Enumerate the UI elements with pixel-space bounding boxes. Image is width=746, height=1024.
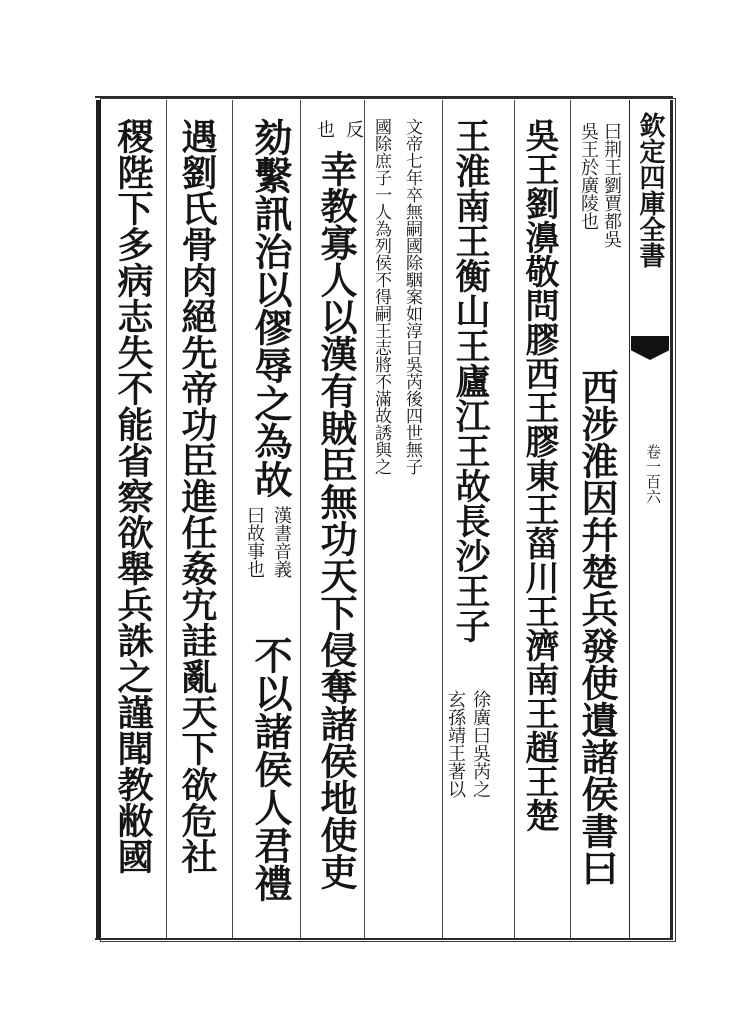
column-1-note-line-2: 吳王於廣陵也 [578, 122, 599, 230]
column-1-note-line-1: 曰荆王劉賈都吳 [601, 122, 622, 248]
column-rule [364, 100, 365, 938]
column-rule [442, 100, 443, 938]
column-3-note-line-2: 玄孫靖王著以 [445, 690, 466, 798]
column-rule [166, 100, 167, 938]
border-bottom [95, 938, 673, 940]
column-1-main-text: 西涉淮因幷楚兵發使遺諸侯書曰 [575, 368, 619, 886]
column-6-note-line-2: 曰故事也 [244, 506, 265, 578]
column-5-note-line-1: 反 [343, 120, 364, 138]
border-left [96, 100, 101, 938]
column-2-main-text: 吳王劉濞敬問膠西王膠東王菑川王濟南王趙王楚 [519, 118, 559, 832]
column-6-main-text-2: 不以諸侯人君禮 [248, 636, 293, 902]
column-rule [300, 100, 301, 938]
column-3-note-line-1: 徐廣曰吳芮之 [470, 690, 491, 798]
column-rule [570, 100, 571, 938]
column-5-main-text: 幸教寡人以漢有賊臣無功天下侵奪諸侯地使吏 [314, 150, 358, 890]
column-8-main-text: 稷陛下多病志失不能省察欲舉兵誅之謹聞教敝國 [112, 118, 154, 874]
fold-volume: 卷一百六 [644, 444, 662, 504]
column-3-main-text: 王淮南王衡山王廬江王故長沙王子 [450, 118, 491, 643]
column-4-note-line-2: 國除庶子一人為列侯不得嗣王志將不滿故誘與之 [371, 118, 391, 475]
column-6-main-text-1: 劾繫訊治以僇辱之為故 [248, 118, 293, 498]
column-4-note-line-1: 文帝七年卒無嗣國除駰案如淳曰吳芮後四世無子 [402, 118, 422, 475]
fold-title: 欽定四庫全書 [635, 112, 665, 268]
column-5-note-line-2: 也 [314, 120, 335, 138]
column-7-main-text: 遇劉氏骨肉絕先帝功臣進任姦宄詿亂天下欲危社 [176, 118, 218, 874]
column-rule [232, 100, 233, 938]
column-rule [514, 100, 515, 938]
border-top [95, 96, 673, 98]
column-6-note-line-1: 漢書音義 [271, 506, 292, 578]
